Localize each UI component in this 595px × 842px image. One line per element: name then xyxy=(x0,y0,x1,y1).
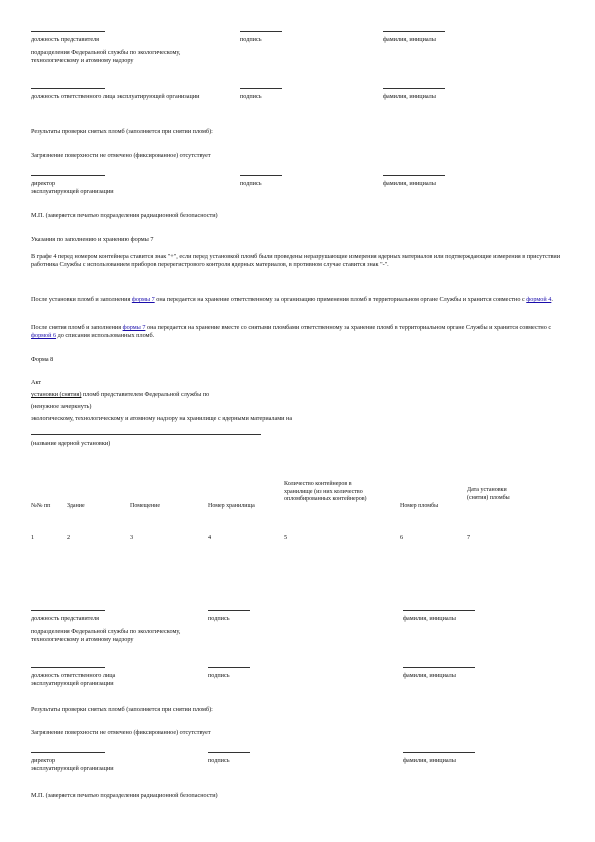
link-form-7[interactable]: формы 7 xyxy=(131,296,155,303)
link-form-7[interactable]: формы 7 xyxy=(122,324,146,331)
table-col-number: 7 xyxy=(467,534,471,541)
table-col-number: 3 xyxy=(130,534,134,541)
table-col-number: 6 xyxy=(400,534,404,541)
form8-line1: установки (снятия) пломб представителем Федеральной службы по xyxy=(31,391,210,398)
label-director: директор xyxy=(31,757,56,764)
sig-line-director xyxy=(31,175,105,176)
no-damage-text: Загрязнение поверхности не отмечено (фиксированное) отсутствует xyxy=(31,152,211,159)
sig-line-director xyxy=(31,752,105,753)
link-form-4[interactable]: формой 4 xyxy=(526,296,552,303)
table-header-date: Дата установки (снятия) пломбы xyxy=(467,487,510,501)
sig-line-director-name xyxy=(383,175,445,176)
label-surname: фамилия, инициалы xyxy=(403,672,456,679)
link-form-6[interactable]: формой 6 xyxy=(31,332,57,340)
table-header-seal-number: Номер пломбы xyxy=(400,503,439,509)
label-operating-org: эксплуатирующей организации xyxy=(31,680,114,687)
label-surname: фамилия, инициалы xyxy=(403,615,456,622)
instructions-p1: В графе 4 перед номером контейнера ставится знак "+", если перед установкой пломб были проведены неразрушающие измерения ядерных материалов или подтверждающие измерения в присутствии работника Службы с использованием приборов перерегистрового контроля ядерных материалов, в противном случае ставится знак "-". xyxy=(31,253,561,269)
installation-name-line xyxy=(31,434,261,435)
table-col-number: 2 xyxy=(67,534,71,541)
sig-line-rep-name xyxy=(403,610,475,611)
label-signature: подпись xyxy=(240,180,262,187)
stamp-note: М.П. (заверяется печатью подразделения радиационной безопасности) xyxy=(31,212,218,219)
sig-line-resp-name xyxy=(383,88,445,89)
table-header-storage: Номер хранилища xyxy=(208,503,255,509)
table-header-room: Помещение xyxy=(130,503,161,509)
table-col-number: 5 xyxy=(284,534,288,541)
label-signature: подпись xyxy=(240,93,262,100)
label-director-org: эксплуатирующей организации xyxy=(31,765,114,772)
label-director-org: эксплуатирующей организации xyxy=(31,188,114,195)
sig-line-resp xyxy=(31,667,105,668)
label-position-resp: должность ответственного лица xyxy=(31,672,116,679)
sig-line-rep xyxy=(31,610,105,611)
table-col-number: 1 xyxy=(31,534,35,541)
check-results-text: Результаты проверки снятых пломб (заполняется при снятии пломб): xyxy=(31,706,213,713)
sig-line-rep-sign xyxy=(208,610,250,611)
sig-line-resp-sign xyxy=(208,667,250,668)
label-rep-org: подразделения Федеральной службы по экологическому, технологическому и атомному надзору xyxy=(31,628,181,644)
label-surname: фамилия, инициалы xyxy=(403,757,456,764)
instructions-title: Указания по заполнению и хранению формы 7 xyxy=(31,236,154,243)
sig-line-director-sign xyxy=(208,752,250,753)
sig-line-director-sign xyxy=(240,175,282,176)
label-surname: фамилия, инициалы xyxy=(383,93,436,100)
instructions-p2: После установки пломб и заполнения формы 7 она передается на хранение ответственному за организацию применения пломб в территориальном органе Службы и хранится совместно с формой 4. xyxy=(31,296,553,303)
label-position-rep: должность представителя xyxy=(31,36,100,43)
label-signature: подпись xyxy=(208,615,230,622)
label-position-rep: должность представителя xyxy=(31,615,100,622)
form8-line2: (ненужное зачеркнуть) xyxy=(31,403,92,410)
form8-act-title: Акт xyxy=(31,379,42,386)
stamp-note: М.П. (заверяется печатью подразделения радиационной безопасности) xyxy=(31,792,218,799)
instructions-p3: После снятия пломб и заполнения формы 7 она передается на хранение вместе со снятыми пломбами ответственному за хранение пломб в территориальном органе Службы и хранится совместно с формой 6 до списания использованных пломб. xyxy=(31,324,552,340)
sig-line-rep xyxy=(31,31,105,32)
sig-line-rep-sign xyxy=(240,31,282,32)
table-header-number: №№ пп xyxy=(31,503,51,509)
sig-line-rep-name xyxy=(383,31,445,32)
table-col-number: 4 xyxy=(208,534,212,541)
label-signature: подпись xyxy=(240,36,262,43)
table-header-containers: Количество контейнеров в хранилище (из них количество опломбированных контейнеров) xyxy=(284,481,367,502)
label-director: директор xyxy=(31,180,56,187)
form8-line3: экологическому, технологическому и атомному надзору на хранилище с ядерными материалами на xyxy=(31,415,293,422)
label-signature: подпись xyxy=(208,757,230,764)
label-surname: фамилия, инициалы xyxy=(383,36,436,43)
label-position-resp: должность ответственного лица эксплуатирующей организации xyxy=(31,93,200,100)
label-rep-org: подразделения Федеральной службы по экологическому, технологическому и атомному надзору xyxy=(31,49,181,65)
label-signature: подпись xyxy=(208,672,230,679)
no-damage-text: Загрязнение поверхности не отмечено (фиксированное) отсутствует xyxy=(31,729,211,736)
label-surname: фамилия, инициалы xyxy=(383,180,436,187)
sig-line-resp-sign xyxy=(240,88,282,89)
installation-name-label: (название ядерной установки) xyxy=(31,440,111,447)
sig-line-resp xyxy=(31,88,105,89)
table-header-building: Здание xyxy=(67,503,85,509)
sig-line-resp-name xyxy=(403,667,475,668)
check-results-text: Результаты проверки снятых пломб (заполняется при снятии пломб): xyxy=(31,128,213,135)
sig-line-director-name xyxy=(403,752,475,753)
form8-label: Форма 8 xyxy=(31,356,54,363)
